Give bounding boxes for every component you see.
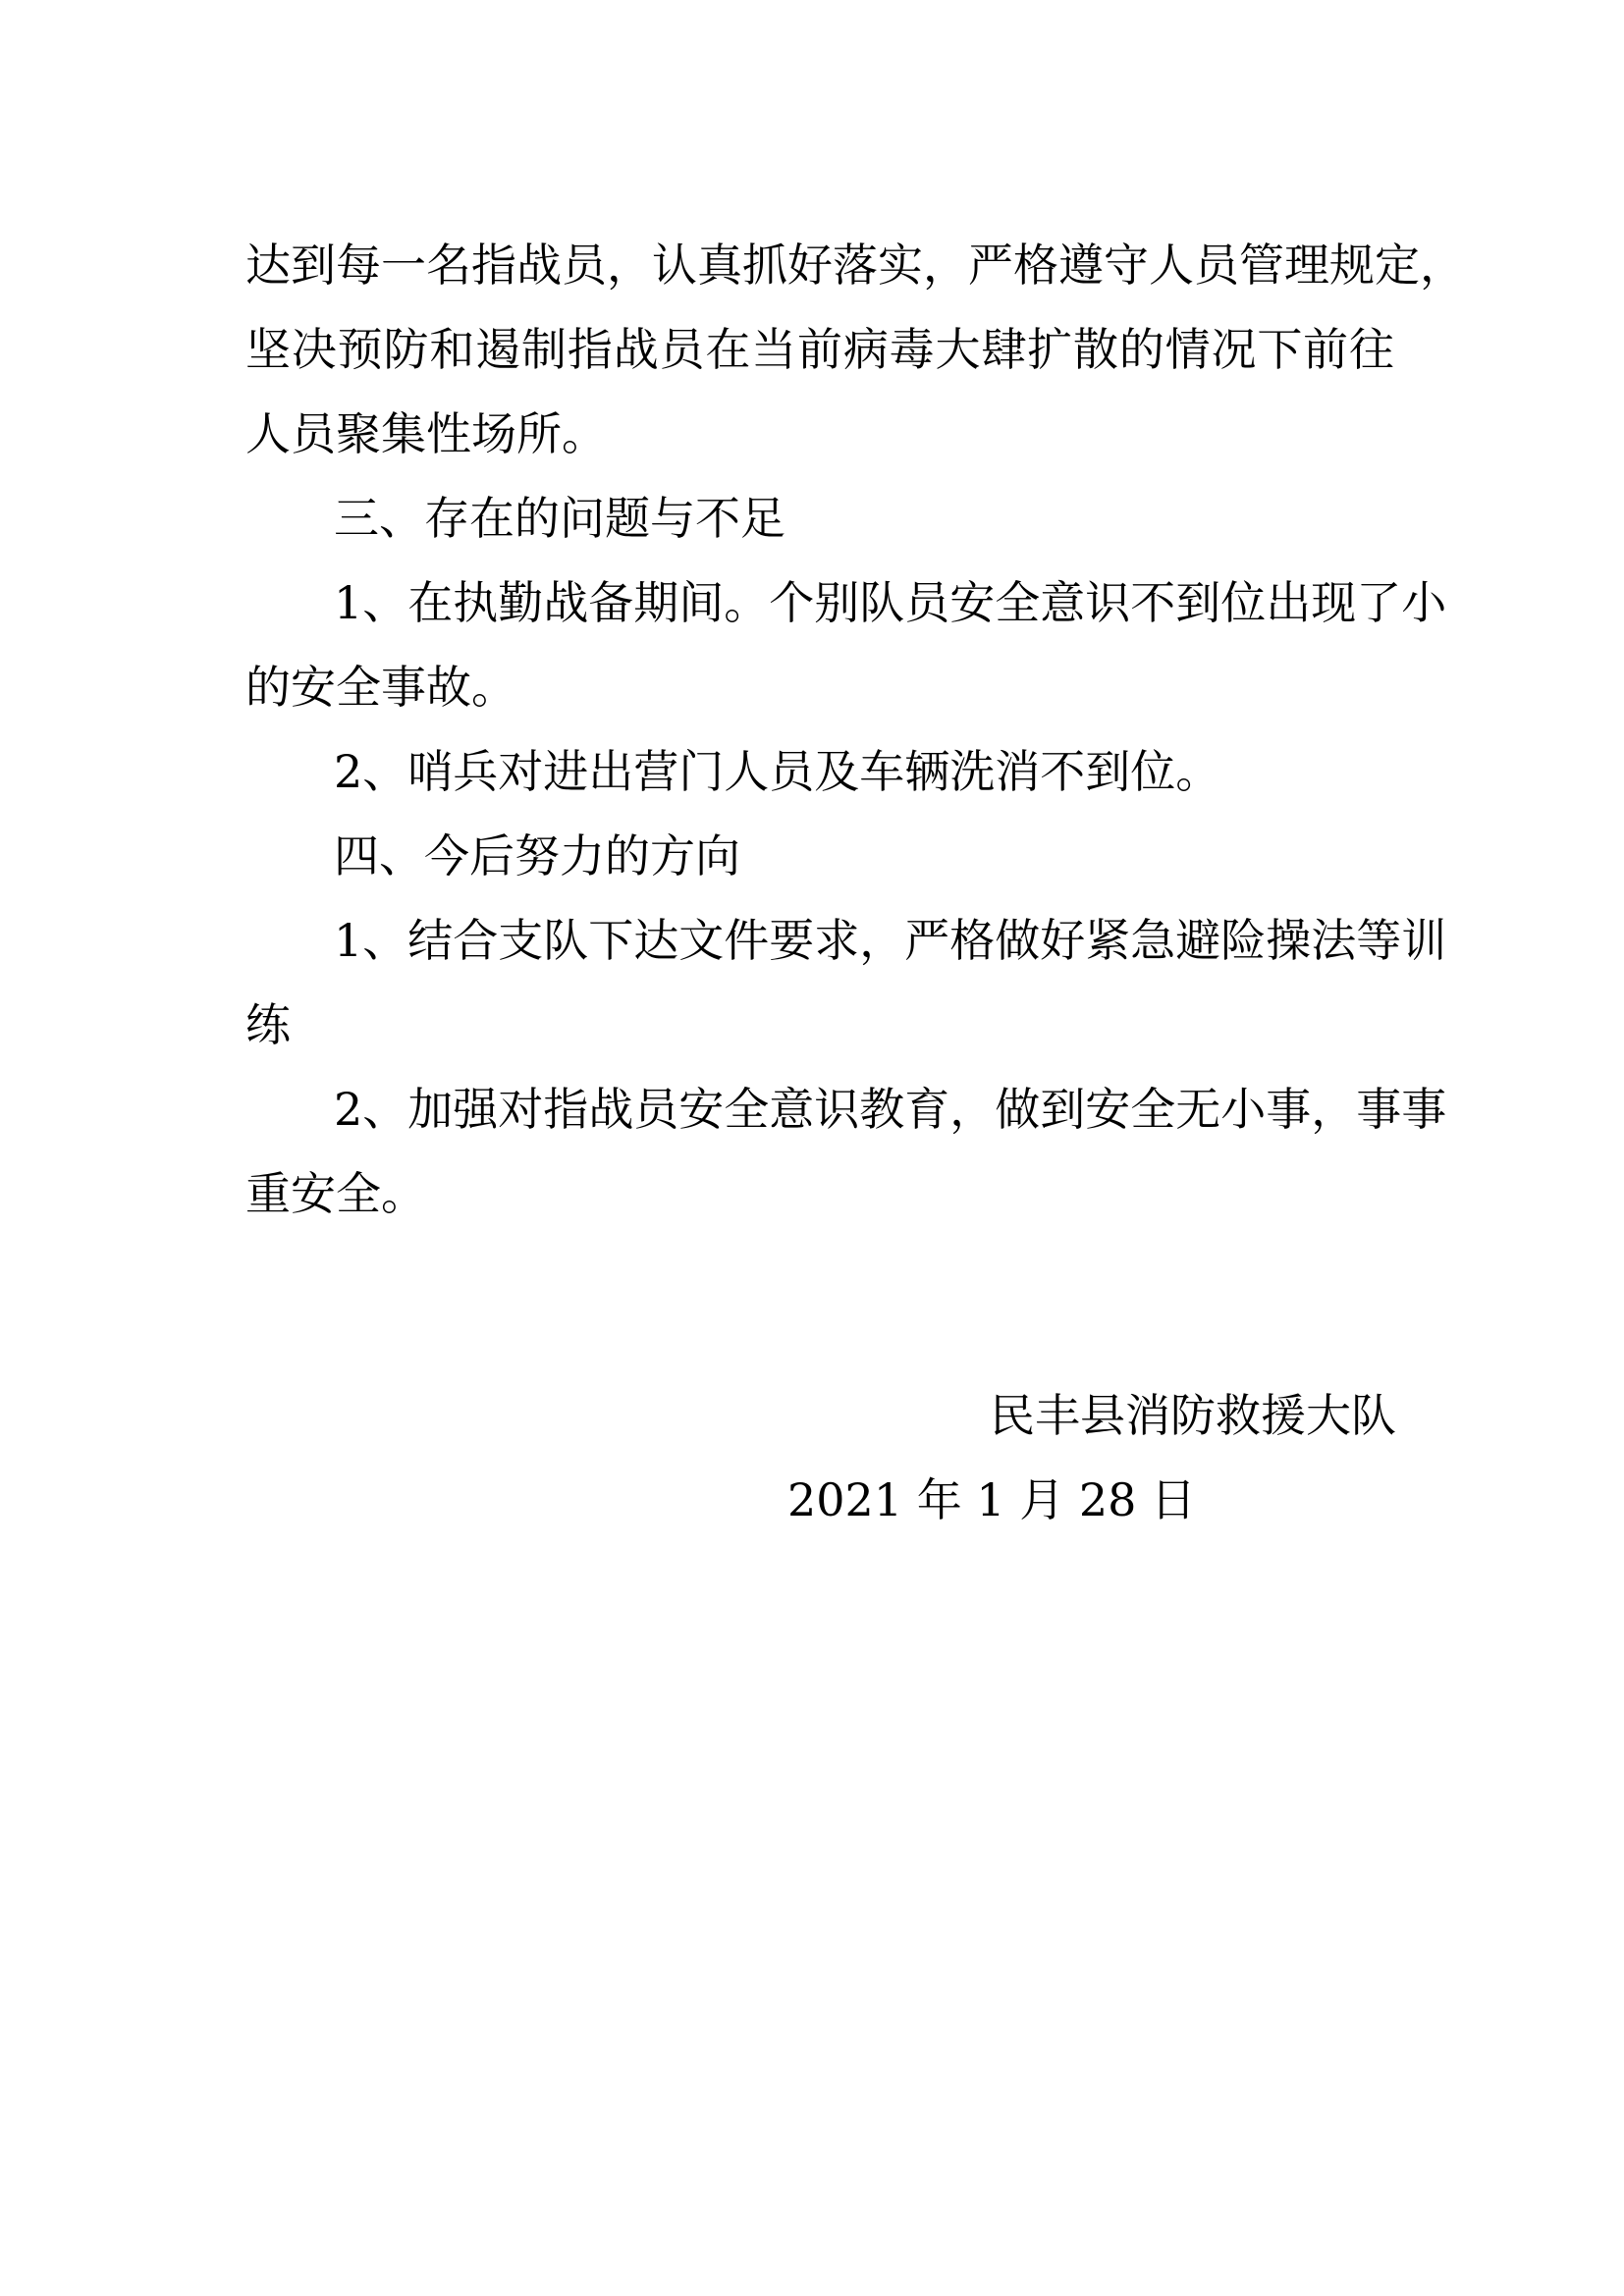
- signature-date: 2021 年 1 月 28 日: [787, 1473, 1196, 1526]
- paragraph-line: 人员聚集性场所。: [245, 407, 607, 460]
- paragraph-line: 练: [245, 998, 291, 1051]
- section-heading-4: 四、今后努力的方向: [334, 829, 740, 882]
- paragraph-line: 1、在执勤战备期间。个别队员安全意识不到位出现了小: [334, 576, 1447, 629]
- section-heading-3: 三、存在的问题与不足: [334, 492, 785, 545]
- paragraph-line: 达到每一名指战员，认真抓好落实，严格遵守人员管理规定，: [245, 239, 1465, 292]
- paragraph-line: 重安全。: [245, 1167, 426, 1220]
- paragraph-line: 2、加强对指战员安全意识教育，做到安全无小事，事事: [334, 1083, 1447, 1136]
- paragraph-line: 坚决预防和遏制指战员在当前病毒大肆扩散的情况下前往: [245, 323, 1394, 376]
- paragraph-line: 2、哨兵对进出营门人员及车辆洗消不到位。: [334, 745, 1221, 798]
- paragraph-line: 1、结合支队下达文件要求，严格做好紧急避险操法等训: [334, 914, 1447, 967]
- signature-organization: 民丰县消防救援大队: [990, 1389, 1396, 1442]
- paragraph-line: 的安全事故。: [245, 661, 516, 714]
